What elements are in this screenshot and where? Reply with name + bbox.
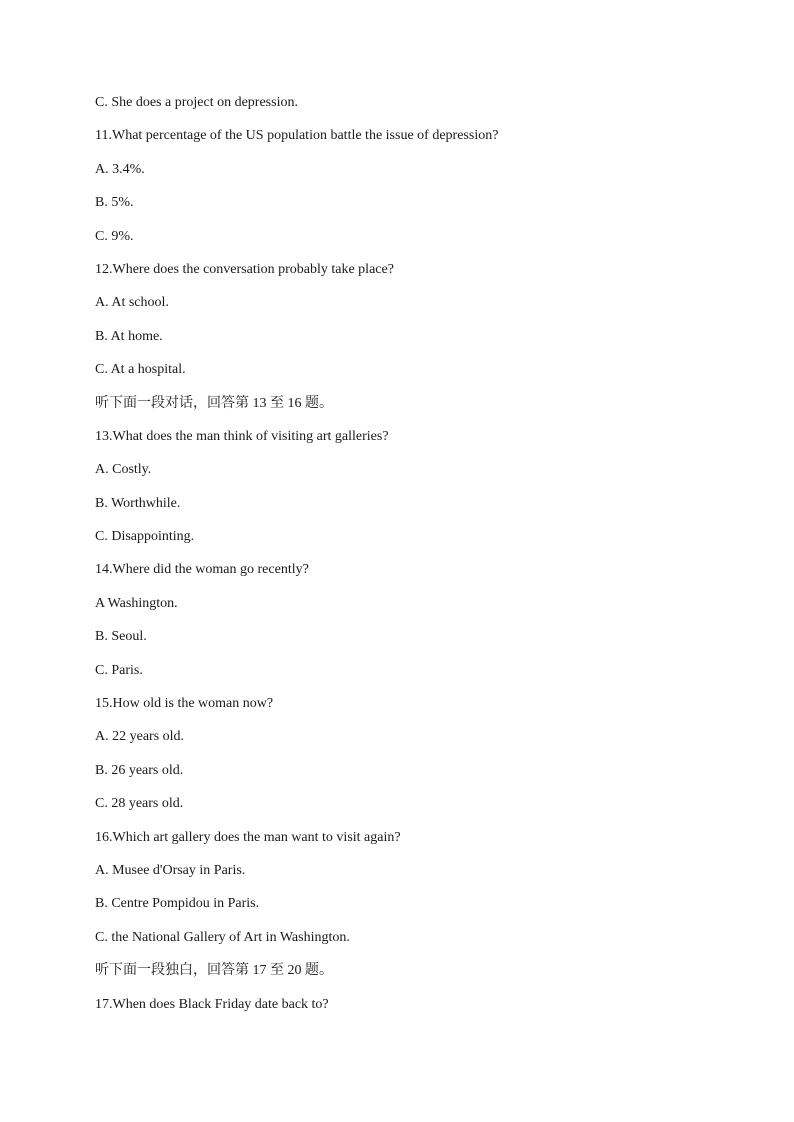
- question-11: 11.What percentage of the US population battle the issue of depression?: [95, 128, 499, 144]
- question-17: 17.When does Black Friday date back to?: [95, 996, 329, 1012]
- section-instruction-13-16: 听下面一段对话，回答第 13 至 16 题。: [95, 395, 333, 411]
- option-c-q16: C. the National Gallery of Art in Washington.: [95, 929, 350, 945]
- question-13: 13.What does the man think of visiting art galleries?: [95, 428, 389, 444]
- option-b-q12: B. At home.: [95, 328, 163, 344]
- option-c-q13: C. Disappointing.: [95, 529, 195, 545]
- option-a-q12: A. At school.: [95, 295, 169, 311]
- option-c-q11: C. 9%.: [95, 228, 134, 244]
- option-b-q14: B. Seoul.: [95, 629, 147, 645]
- option-b-q16: B. Centre Pompidou in Paris.: [95, 896, 260, 912]
- option-a-q11: A. 3.4%.: [95, 161, 145, 177]
- option-c-q12: C. At a hospital.: [95, 362, 186, 378]
- document-page: [95, 92, 755, 1027]
- question-12: 12.Where does the conversation probably take place?: [95, 261, 394, 277]
- option-a-q14: A Washington.: [95, 595, 178, 611]
- option-c-q14: C. Paris.: [95, 662, 143, 678]
- section-instruction-17-20: 听下面一段独白，回答第 17 至 20 题。: [95, 963, 333, 979]
- question-16: 16.Which art gallery does the man want to visit again?: [95, 829, 401, 845]
- option-b-q13: B. Worthwhile.: [95, 495, 181, 511]
- option-c-q10: C. She does a project on depression.: [95, 95, 298, 110]
- option-a-q13: A. Costly.: [95, 462, 152, 478]
- option-a-q16: A. Musee d'Orsay in Paris.: [95, 862, 246, 878]
- option-a-q15: A. 22 years old.: [95, 729, 185, 745]
- option-b-q11: B. 5%.: [95, 195, 134, 211]
- option-c-q15: C. 28 years old.: [95, 796, 184, 812]
- question-15: 15.How old is the woman now?: [95, 696, 274, 712]
- option-b-q15: B. 26 years old.: [95, 762, 184, 778]
- question-14: 14.Where did the woman go recently?: [95, 562, 309, 578]
